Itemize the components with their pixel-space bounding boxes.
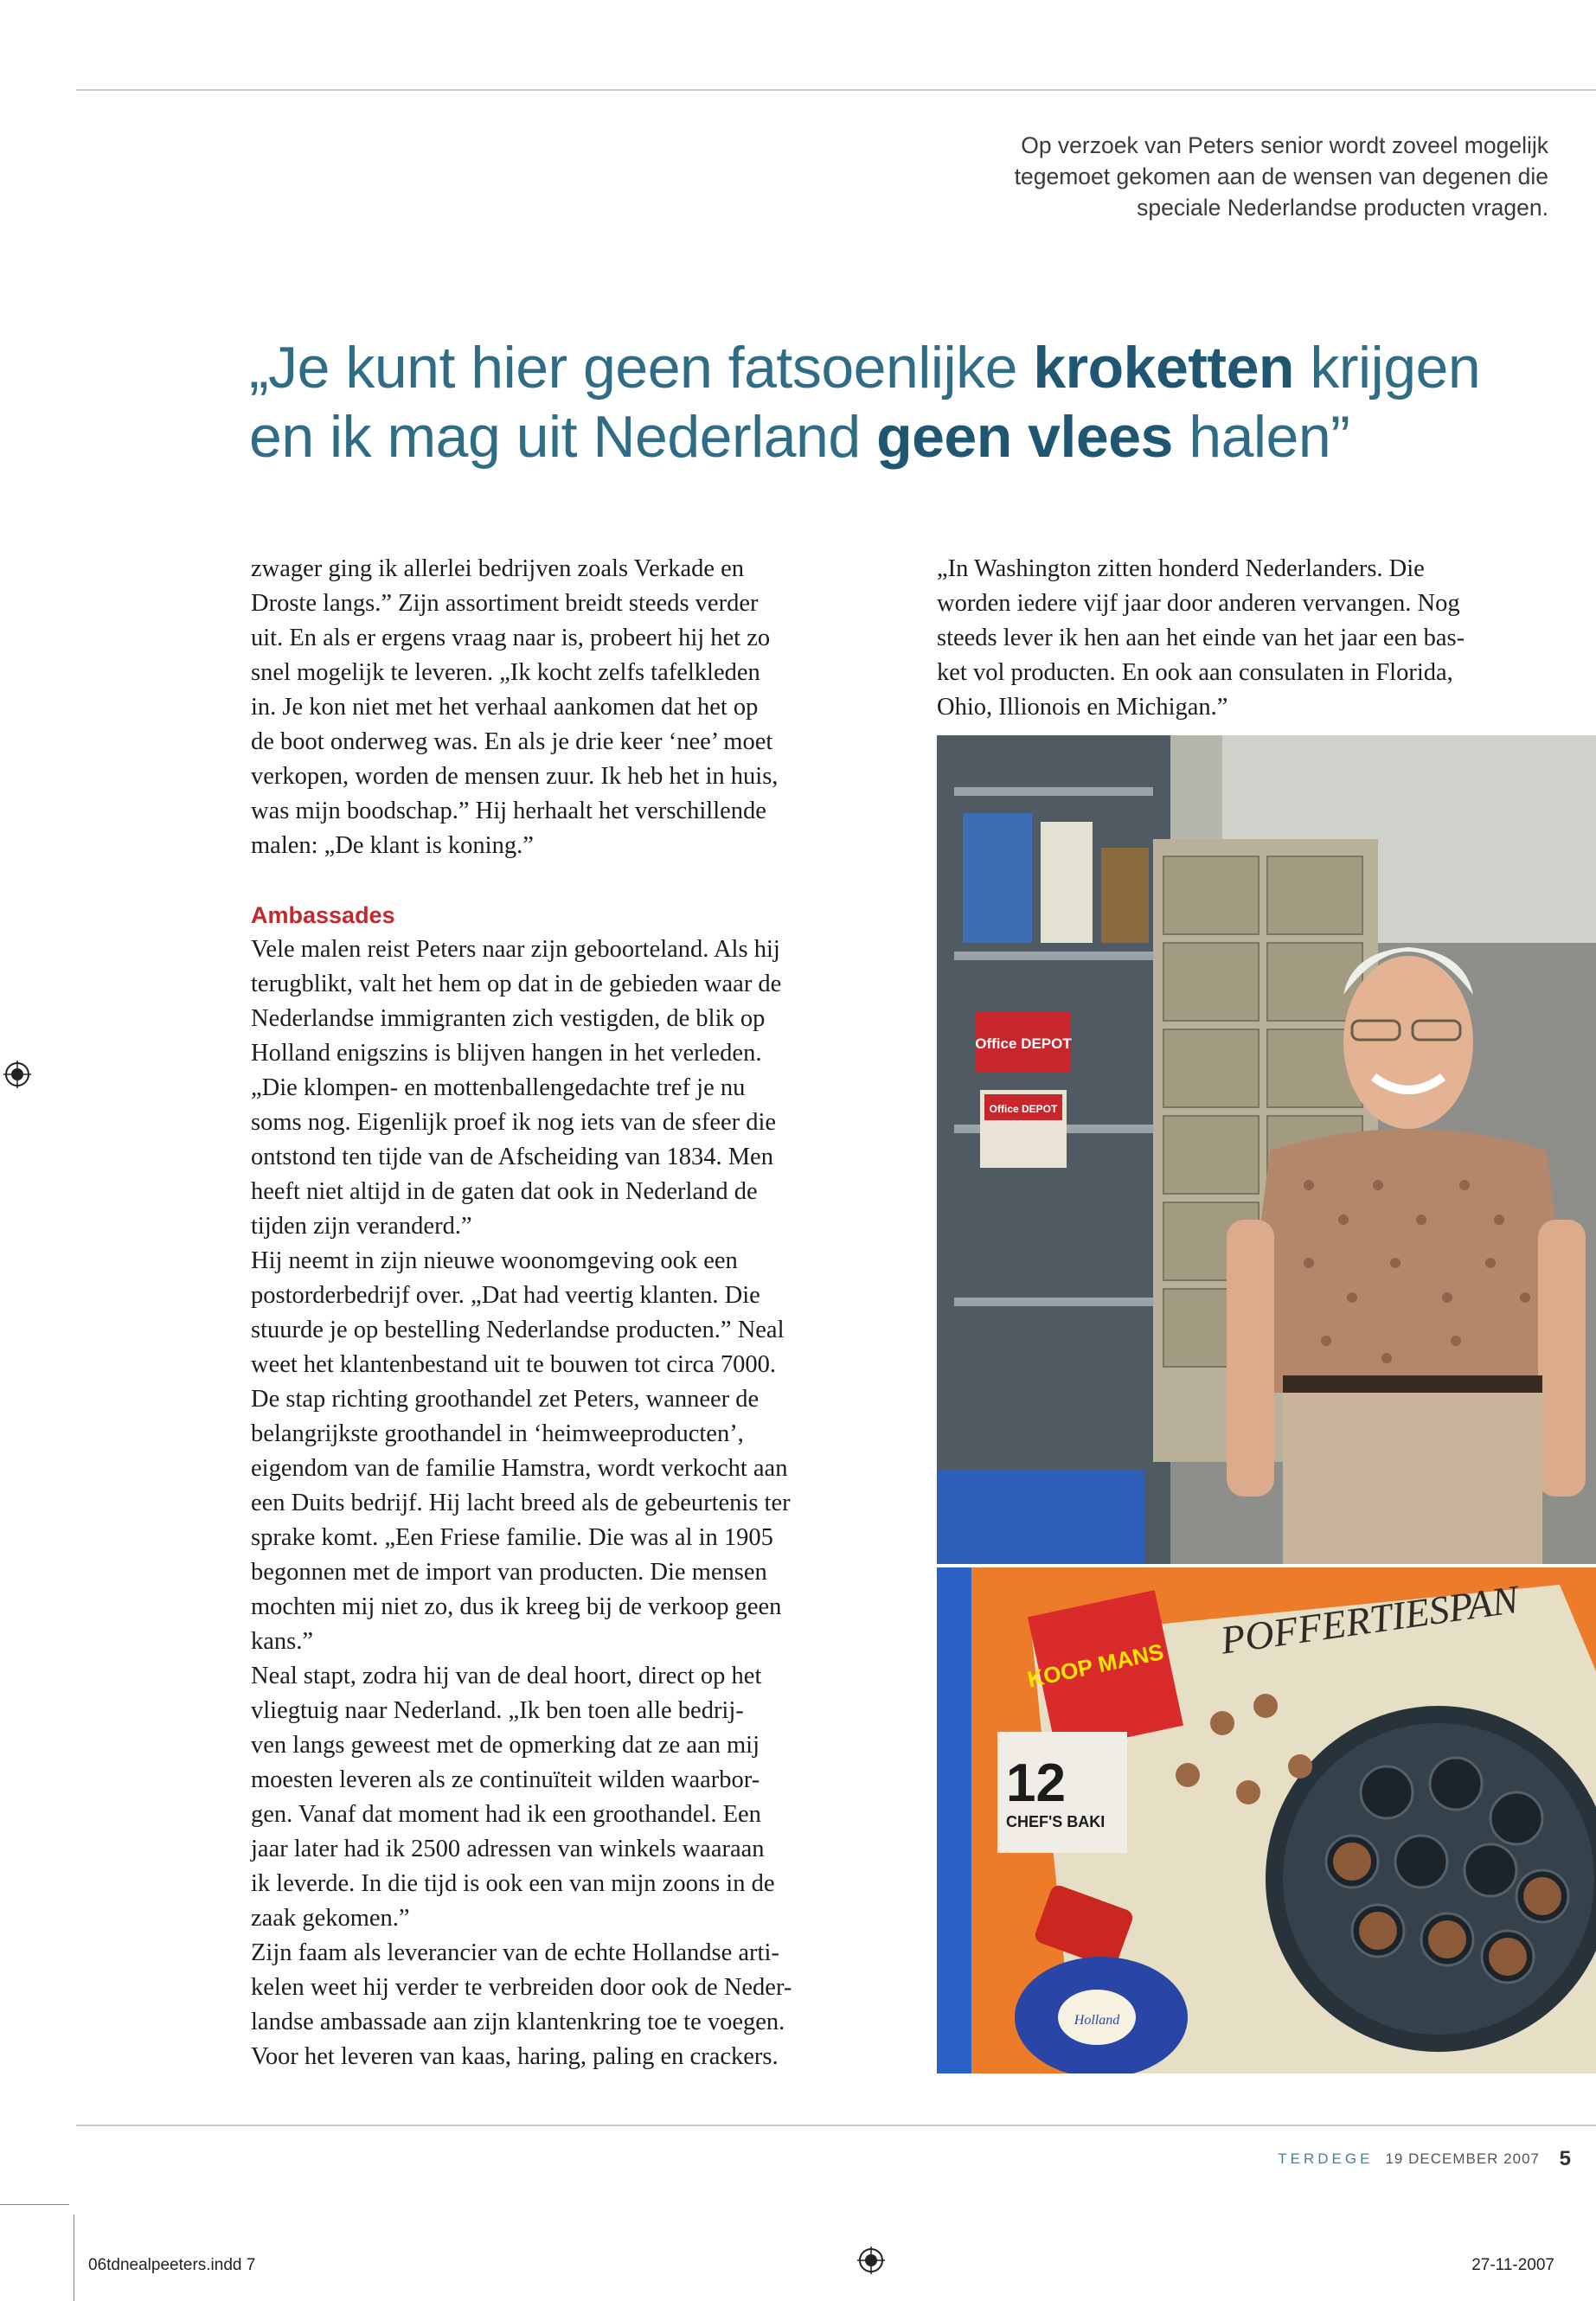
photo-products-illustration bbox=[937, 1567, 1596, 2073]
text-line: „In Washington zitten honderd Nederlanders. Die bbox=[937, 555, 1425, 582]
text-line: Zijn faam als leverancier van de echte Hollandse arti- bbox=[251, 1939, 779, 1966]
magazine-name: TERDEGE bbox=[1278, 2150, 1374, 2167]
text-line: Holland enigszins is blijven hangen in het verleden. bbox=[251, 1040, 762, 1067]
photo-storeroom-illustration bbox=[937, 735, 1596, 1564]
text-line: De stap richting groothandel zet Peters, wanneer de bbox=[251, 1386, 760, 1413]
text-line: zaak gekomen.” bbox=[251, 1905, 410, 1932]
text-line: Ohio, Illionois en Michigan.” bbox=[937, 694, 1228, 721]
text-line: mochten mij niet zo, dus ik kreeg bij de verkoop geen bbox=[251, 1593, 782, 1620]
right-column bbox=[937, 552, 1560, 725]
photo-products bbox=[937, 1567, 1596, 2073]
registration-mark-icon bbox=[3, 1061, 31, 1088]
text-line: terugblikt, valt het hem op dat in de gebieden waar de bbox=[251, 971, 782, 997]
text-line: ket vol producten. En ook aan consulaten in Florida, bbox=[937, 659, 1453, 686]
section-subhead: Ambassades bbox=[251, 902, 395, 928]
text-line: steeds lever ik hen aan het einde van het jaar een bas- bbox=[937, 625, 1465, 651]
text-line: weet het klantenbestand uit te bouwen tot circa 7000. bbox=[251, 1351, 777, 1378]
running-footer bbox=[1278, 2147, 1571, 2170]
paragraph-intro bbox=[251, 552, 874, 863]
text-line: Nederlandse immigranten zich vestigden, de blik op bbox=[251, 1005, 766, 1032]
text-line: de boot onderweg was. En als je drie keer ‘nee’ moet bbox=[251, 728, 773, 755]
caption-line: Op verzoek van Peters senior wordt zoveel mogelijk bbox=[1021, 132, 1548, 158]
issue-date: 19 DECEMBER 2007 bbox=[1385, 2150, 1540, 2167]
text-line: heeft niet altijd in de gaten dat ook in Nederland de bbox=[251, 1178, 758, 1205]
text-line: gen. Vanaf dat moment had ik een groothandel. Een bbox=[251, 1801, 761, 1828]
pan-label-text: POFFERTIESPAN bbox=[1217, 1576, 1522, 1663]
text-line: snel mogelijk te leveren. „Ik kocht zelfs tafelkleden bbox=[251, 659, 760, 686]
text-line: verkopen, worden de mensen zuur. Ik heb het in huis, bbox=[251, 763, 779, 790]
text-line: jaar later had ik 2500 adressen van winkels waaraan bbox=[251, 1836, 765, 1862]
text-line: ik leverde. In die tijd is ook een van mijn zoons in de bbox=[251, 1870, 775, 1897]
text-line: soms nog. Eigenlijk proef ik nog iets van de sfeer die bbox=[251, 1109, 777, 1136]
slug-date: 27-11-2007 bbox=[1471, 2256, 1554, 2274]
pull-quote-line-1: „Je kunt hier geen fatsoenlijke kroketten krijgen bbox=[249, 335, 1481, 401]
text-line: malen: „De klant is koning.” bbox=[251, 832, 534, 859]
text-line: „Die klompen- en mottenballengedachte tref je nu bbox=[251, 1074, 746, 1101]
office-depot-sign-text: Office DEPOT bbox=[975, 1035, 1072, 1052]
caption-line: tegemoet gekomen aan de wensen van degenen die bbox=[1014, 163, 1548, 189]
text-line: postorderbedrijf over. „Dat had veertig klanten. Die bbox=[251, 1282, 760, 1309]
page-number: 5 bbox=[1559, 2147, 1571, 2170]
box-text: CHEF'S BAKI bbox=[1006, 1813, 1106, 1830]
office-depot-small-text: Office DEPOT bbox=[989, 1103, 1058, 1115]
top-rule bbox=[76, 89, 1596, 91]
text-line: zwager ging ik allerlei bedrijven zoals Verkade en bbox=[251, 555, 745, 582]
text-line: sprake komt. „Een Friese familie. Die was al in 1905 bbox=[251, 1524, 773, 1551]
pull-quote-line-2: en ik mag uit Nederland geen vlees halen” bbox=[249, 404, 1350, 470]
registration-mark-icon bbox=[857, 2247, 885, 2274]
left-column bbox=[251, 552, 874, 2074]
text-line: ontstond ten tijde van de Afscheiding van 1834. Men bbox=[251, 1144, 773, 1170]
text-line: eigendom van de familie Hamstra, wordt verkocht aan bbox=[251, 1455, 788, 1482]
text-line: was mijn boodschap.” Hij herhaalt het verschillende bbox=[251, 798, 766, 824]
text-line: landse ambassade aan zijn klantenkring toe te voegen. bbox=[251, 2009, 785, 2035]
box-number-text: 12 bbox=[1006, 1753, 1066, 1813]
crop-mark bbox=[0, 2204, 69, 2205]
photo-caption bbox=[865, 130, 1548, 223]
text-line: ven langs geweest met de opmerking dat ze aan mij bbox=[251, 1732, 760, 1759]
bottom-rule bbox=[76, 2125, 1596, 2126]
photo-storeroom bbox=[937, 735, 1596, 1564]
text-line: uit. En als er ergens vraag naar is, probeert hij het zo bbox=[251, 625, 771, 651]
text-line: een Duits bedrijf. Hij lacht breed als de gebeurtenis ter bbox=[251, 1490, 791, 1516]
pull-quote bbox=[249, 333, 1481, 471]
text-line: Vele malen reist Peters naar zijn geboorteland. Als hij bbox=[251, 936, 780, 963]
text-line: begonnen met de import van producten. Die mensen bbox=[251, 1559, 767, 1586]
text-line: kelen weet hij verder te verbreiden door ook de Neder- bbox=[251, 1974, 792, 2001]
text-line: Droste langs.” Zijn assortiment breidt steeds verder bbox=[251, 590, 759, 617]
text-line: worden iedere vijf jaar door anderen vervangen. Nog bbox=[937, 590, 1460, 617]
text-line: belangrijkste groothandel in ‘heimweeproducten’, bbox=[251, 1420, 744, 1447]
text-line: Neal stapt, zodra hij van de deal hoort, direct op het bbox=[251, 1663, 762, 1689]
text-line: stuurde je op bestelling Nederlandse producten.” Neal bbox=[251, 1317, 785, 1343]
text-line: Voor het leveren van kaas, haring, paling en crackers. bbox=[251, 2043, 779, 2070]
slug-filename: 06tdnealpeeters.indd 7 bbox=[88, 2256, 256, 2274]
caption-line: speciale Nederlandse producten vragen. bbox=[1137, 195, 1548, 221]
koopmans-brand-text: KOOP MANS bbox=[1025, 1638, 1166, 1693]
text-line: moesten leveren als ze continuïteit wilden waarbor- bbox=[251, 1766, 760, 1793]
paragraph-ambassades bbox=[251, 933, 874, 2074]
text-line: tijden zijn veranderd.” bbox=[251, 1213, 472, 1240]
text-line: in. Je kon niet met het verhaal aankomen dat het op bbox=[251, 694, 759, 721]
text-line: kans.” bbox=[251, 1628, 314, 1655]
bag-label-text: Holland bbox=[1074, 2013, 1120, 2028]
text-line: Hij neemt in zijn nieuwe woonomgeving ook een bbox=[251, 1247, 738, 1274]
text-line: vliegtuig naar Nederland. „Ik ben toen alle bedrij- bbox=[251, 1697, 744, 1724]
